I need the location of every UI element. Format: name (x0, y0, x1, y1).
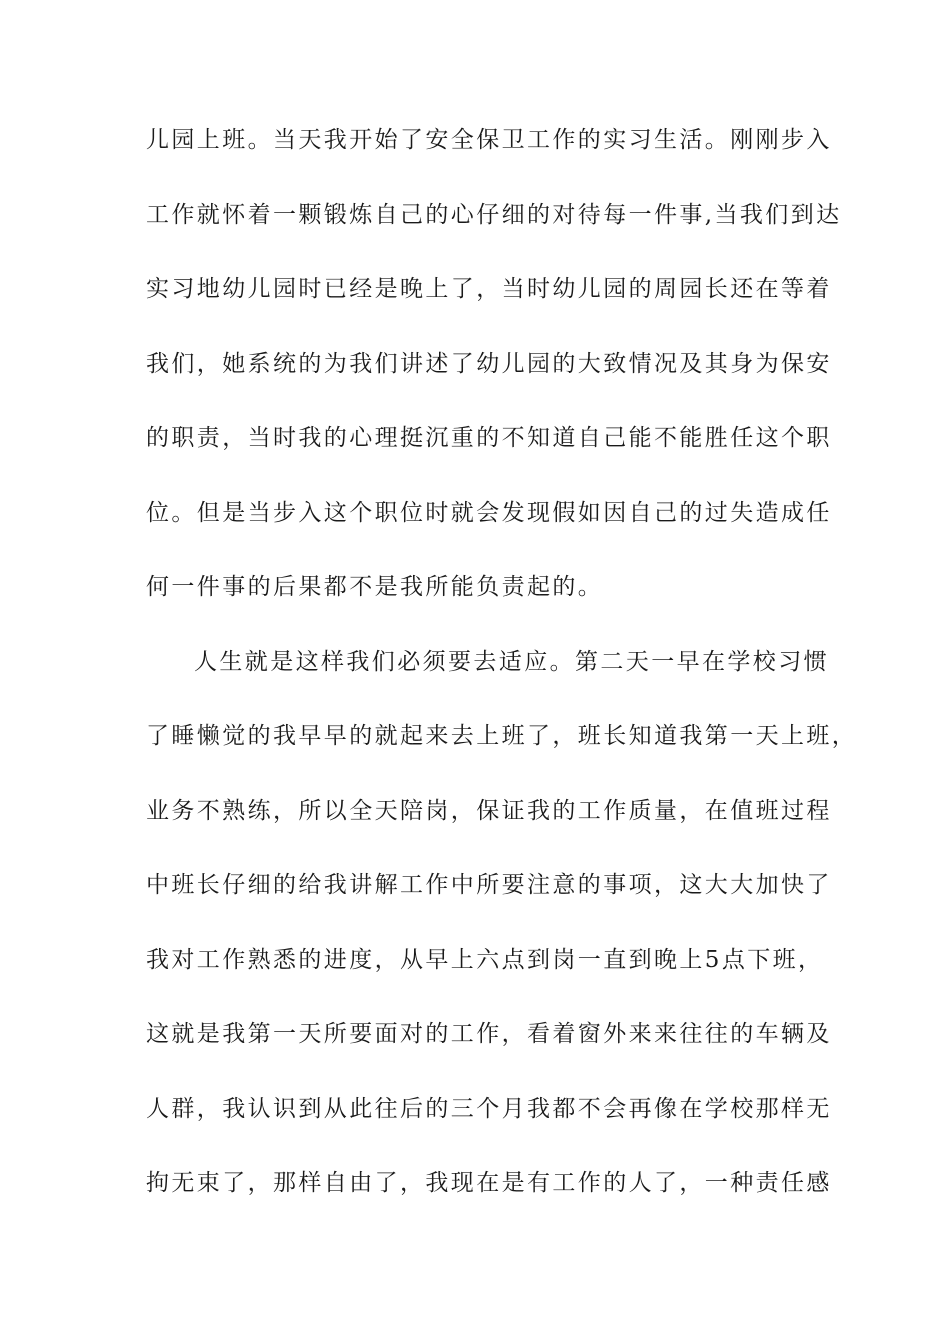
text-line: 位。但是当步入这个职位时就会发现假如因自己的过失造成任 (146, 499, 832, 526)
text-line: 这就是我第一天所要面对的工作，看着窗外来来往往的车辆及 (146, 1021, 832, 1047)
text-line: 中班长仔细的给我讲解工作中所要注意的事项，这大大加快了 (146, 872, 832, 898)
paragraph (146, 625, 858, 1296)
text-line: 人群，我认识到从此往后的三个月我都不会再像在学校那样无 (146, 1095, 832, 1122)
text-line: 拘无束了，那样自由了，我现在是有工作的人了，一种责任感 (146, 1170, 832, 1196)
text-line: 了睡懒觉的我早早的就起来去上班了，班长知道我第一天上班， (146, 723, 858, 749)
text-line: 我对工作熟悉的进度，从早上六点到岗一直到晚上5点下班， (146, 946, 824, 973)
text-line: 业务不熟练，所以全天陪岗，保证我的工作质量，在值班过程 (146, 797, 832, 824)
paragraph-continued (146, 103, 842, 625)
text-line: 何一件事的后果都不是我所能负责起的。 (146, 574, 604, 600)
document-body (146, 103, 858, 1295)
text-line: 我们，她系统的为我们讲述了幼儿园的大致情况及其身为保安 (146, 350, 832, 377)
text-line (146, 1221, 806, 1296)
text-line: 的职责，当时我的心理挺沉重的不知道自己能不能胜任这个职 (146, 425, 832, 451)
text-line: 工作就怀着一颗锻炼自己的心仔细的对待每一件事,当我们到达 (146, 201, 842, 228)
text-line: 儿园上班。当天我开始了安全保卫工作的实习生活。刚刚步入 (146, 127, 832, 153)
text-line: 实习地幼儿园时已经是晚上了，当时幼儿园的周园长还在等着 (146, 276, 832, 302)
text-line-indented: 人生就是这样我们必须要去适应。第二天一早在学校习惯 (194, 648, 829, 675)
